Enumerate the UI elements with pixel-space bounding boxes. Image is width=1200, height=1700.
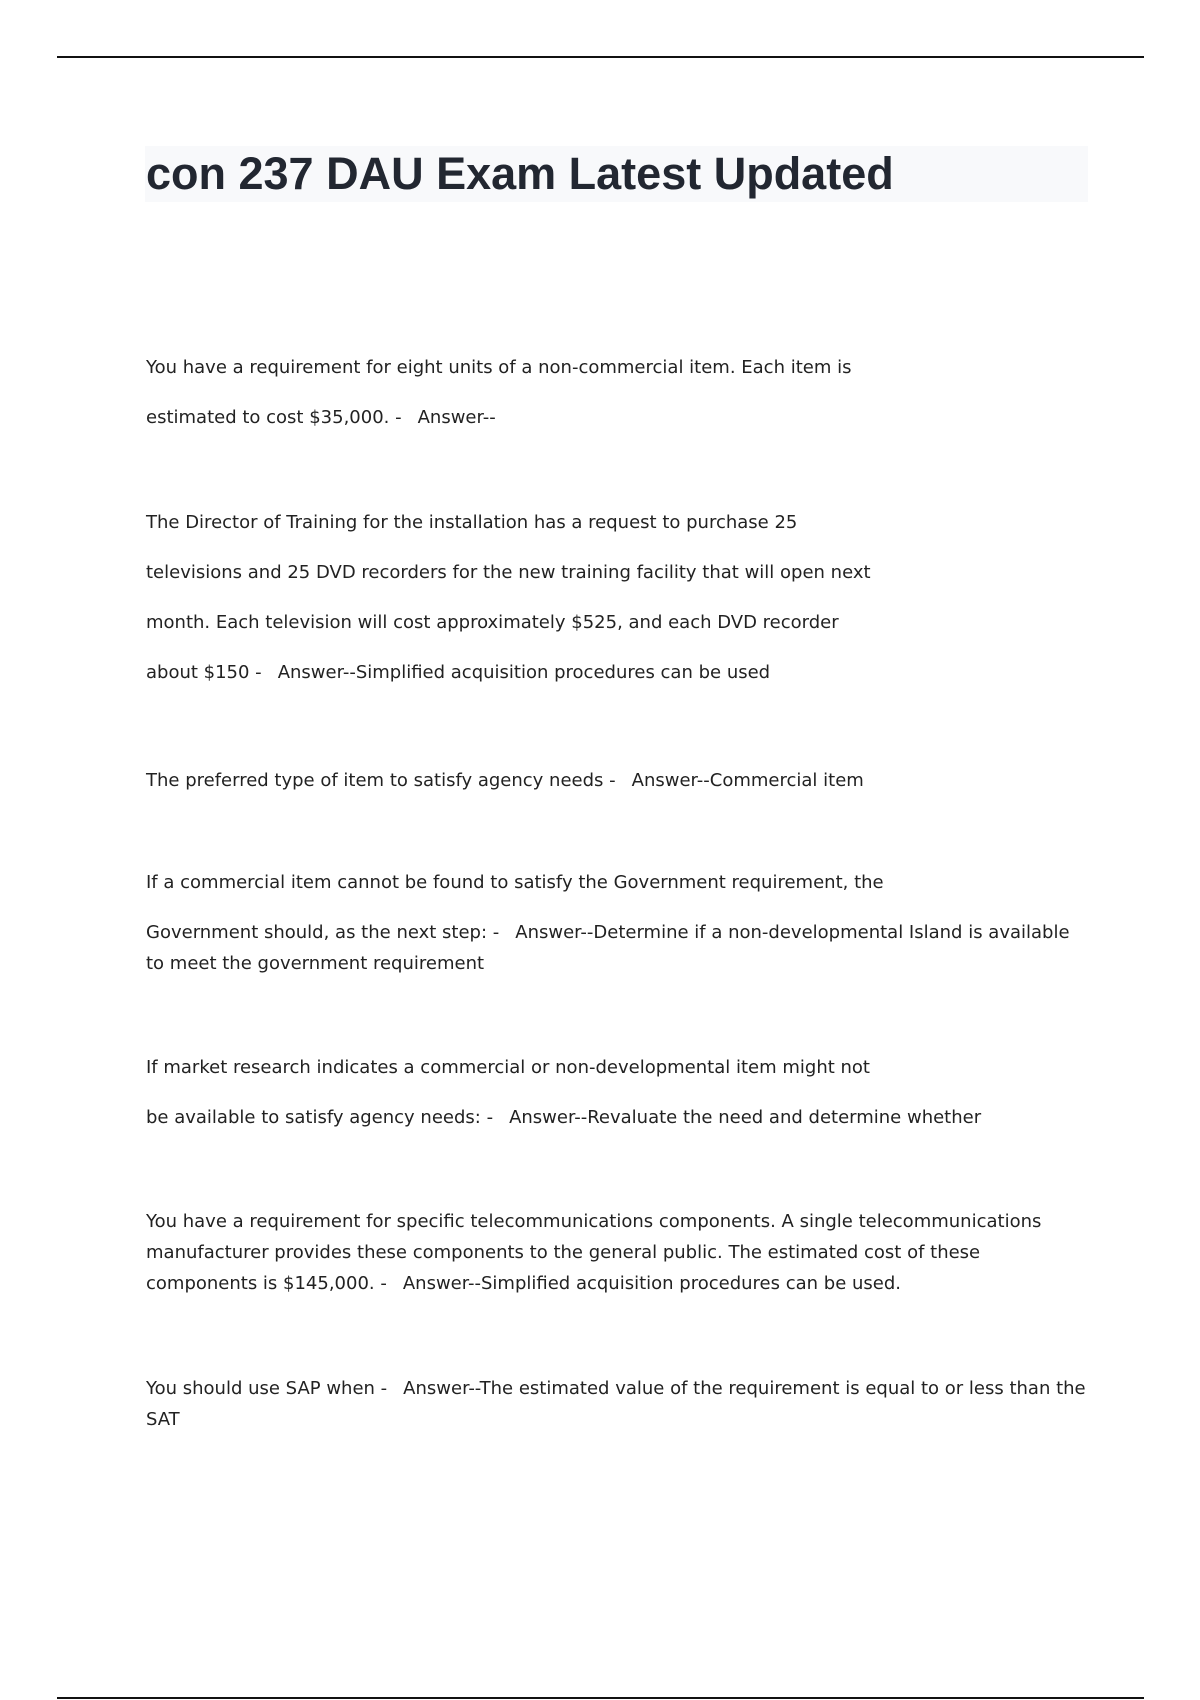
question-paragraph (146, 1373, 1086, 1435)
qa-item-6 (146, 1206, 1086, 1299)
answer-text: Answer--Simplified acquisition procedures can be used (277, 662, 771, 683)
question-paragraph (146, 1206, 1086, 1299)
qa-item-3 (146, 756, 1086, 806)
question-text: estimated to cost $35,000. - (146, 407, 402, 428)
answer-text: Answer--The estimated value of the requirement is equal to or less than the SAT (146, 1378, 1086, 1430)
question-line (146, 756, 1086, 806)
answer-text: Answer--Commercial item (631, 770, 864, 791)
question-line: month. Each television will cost approximately $525, and each DVD recorder (146, 612, 839, 633)
qa-item-4 (146, 858, 1086, 979)
question-text: The preferred type of item to satisfy agency needs - (146, 770, 616, 791)
document-title: con 237 DAU Exam Latest Updated (146, 148, 894, 199)
qa-item-7 (146, 1373, 1086, 1435)
question-line: If market research indicates a commercial or non-developmental item might not (146, 1057, 870, 1078)
qa-item-2 (146, 498, 1086, 698)
question-line: televisions and 25 DVD recorders for the new training facility that will open next (146, 562, 871, 583)
question-text: Government should, as the next step: - (146, 922, 500, 943)
question-line: The Director of Training for the installation has a request to purchase 25 (146, 512, 798, 533)
answer-text: Answer--Determine if a non-developmental Island is available to meet the government requirement (146, 922, 1070, 974)
question-line (146, 393, 1086, 443)
qa-item-5 (146, 1043, 1086, 1143)
bottom-rule (57, 1697, 1144, 1699)
question-text: be available to satisfy agency needs: - (146, 1107, 494, 1128)
question-text: You should use SAP when - (146, 1378, 388, 1399)
answer-text: Answer-- (417, 407, 496, 428)
question-line: If a commercial item cannot be found to satisfy the Government requirement, the (146, 872, 884, 893)
question-line (146, 917, 1086, 979)
question-line (146, 1093, 1086, 1143)
answer-text: Answer--Simplified acquisition procedures can be used. (402, 1273, 901, 1294)
qa-item-1 (146, 343, 1086, 443)
answer-text: Answer--Revaluate the need and determine whether (509, 1107, 982, 1128)
question-line: You have a requirement for eight units of a non-commercial item. Each item is (146, 357, 852, 378)
top-rule (57, 56, 1144, 58)
question-text: about $150 - (146, 662, 262, 683)
question-line (146, 648, 1086, 698)
question-text: You have a requirement for specific telecommunications components. A single telecommunications manufacturer provides these components to the general public. The estimated cost of these components is $145,000. - (146, 1211, 1042, 1294)
